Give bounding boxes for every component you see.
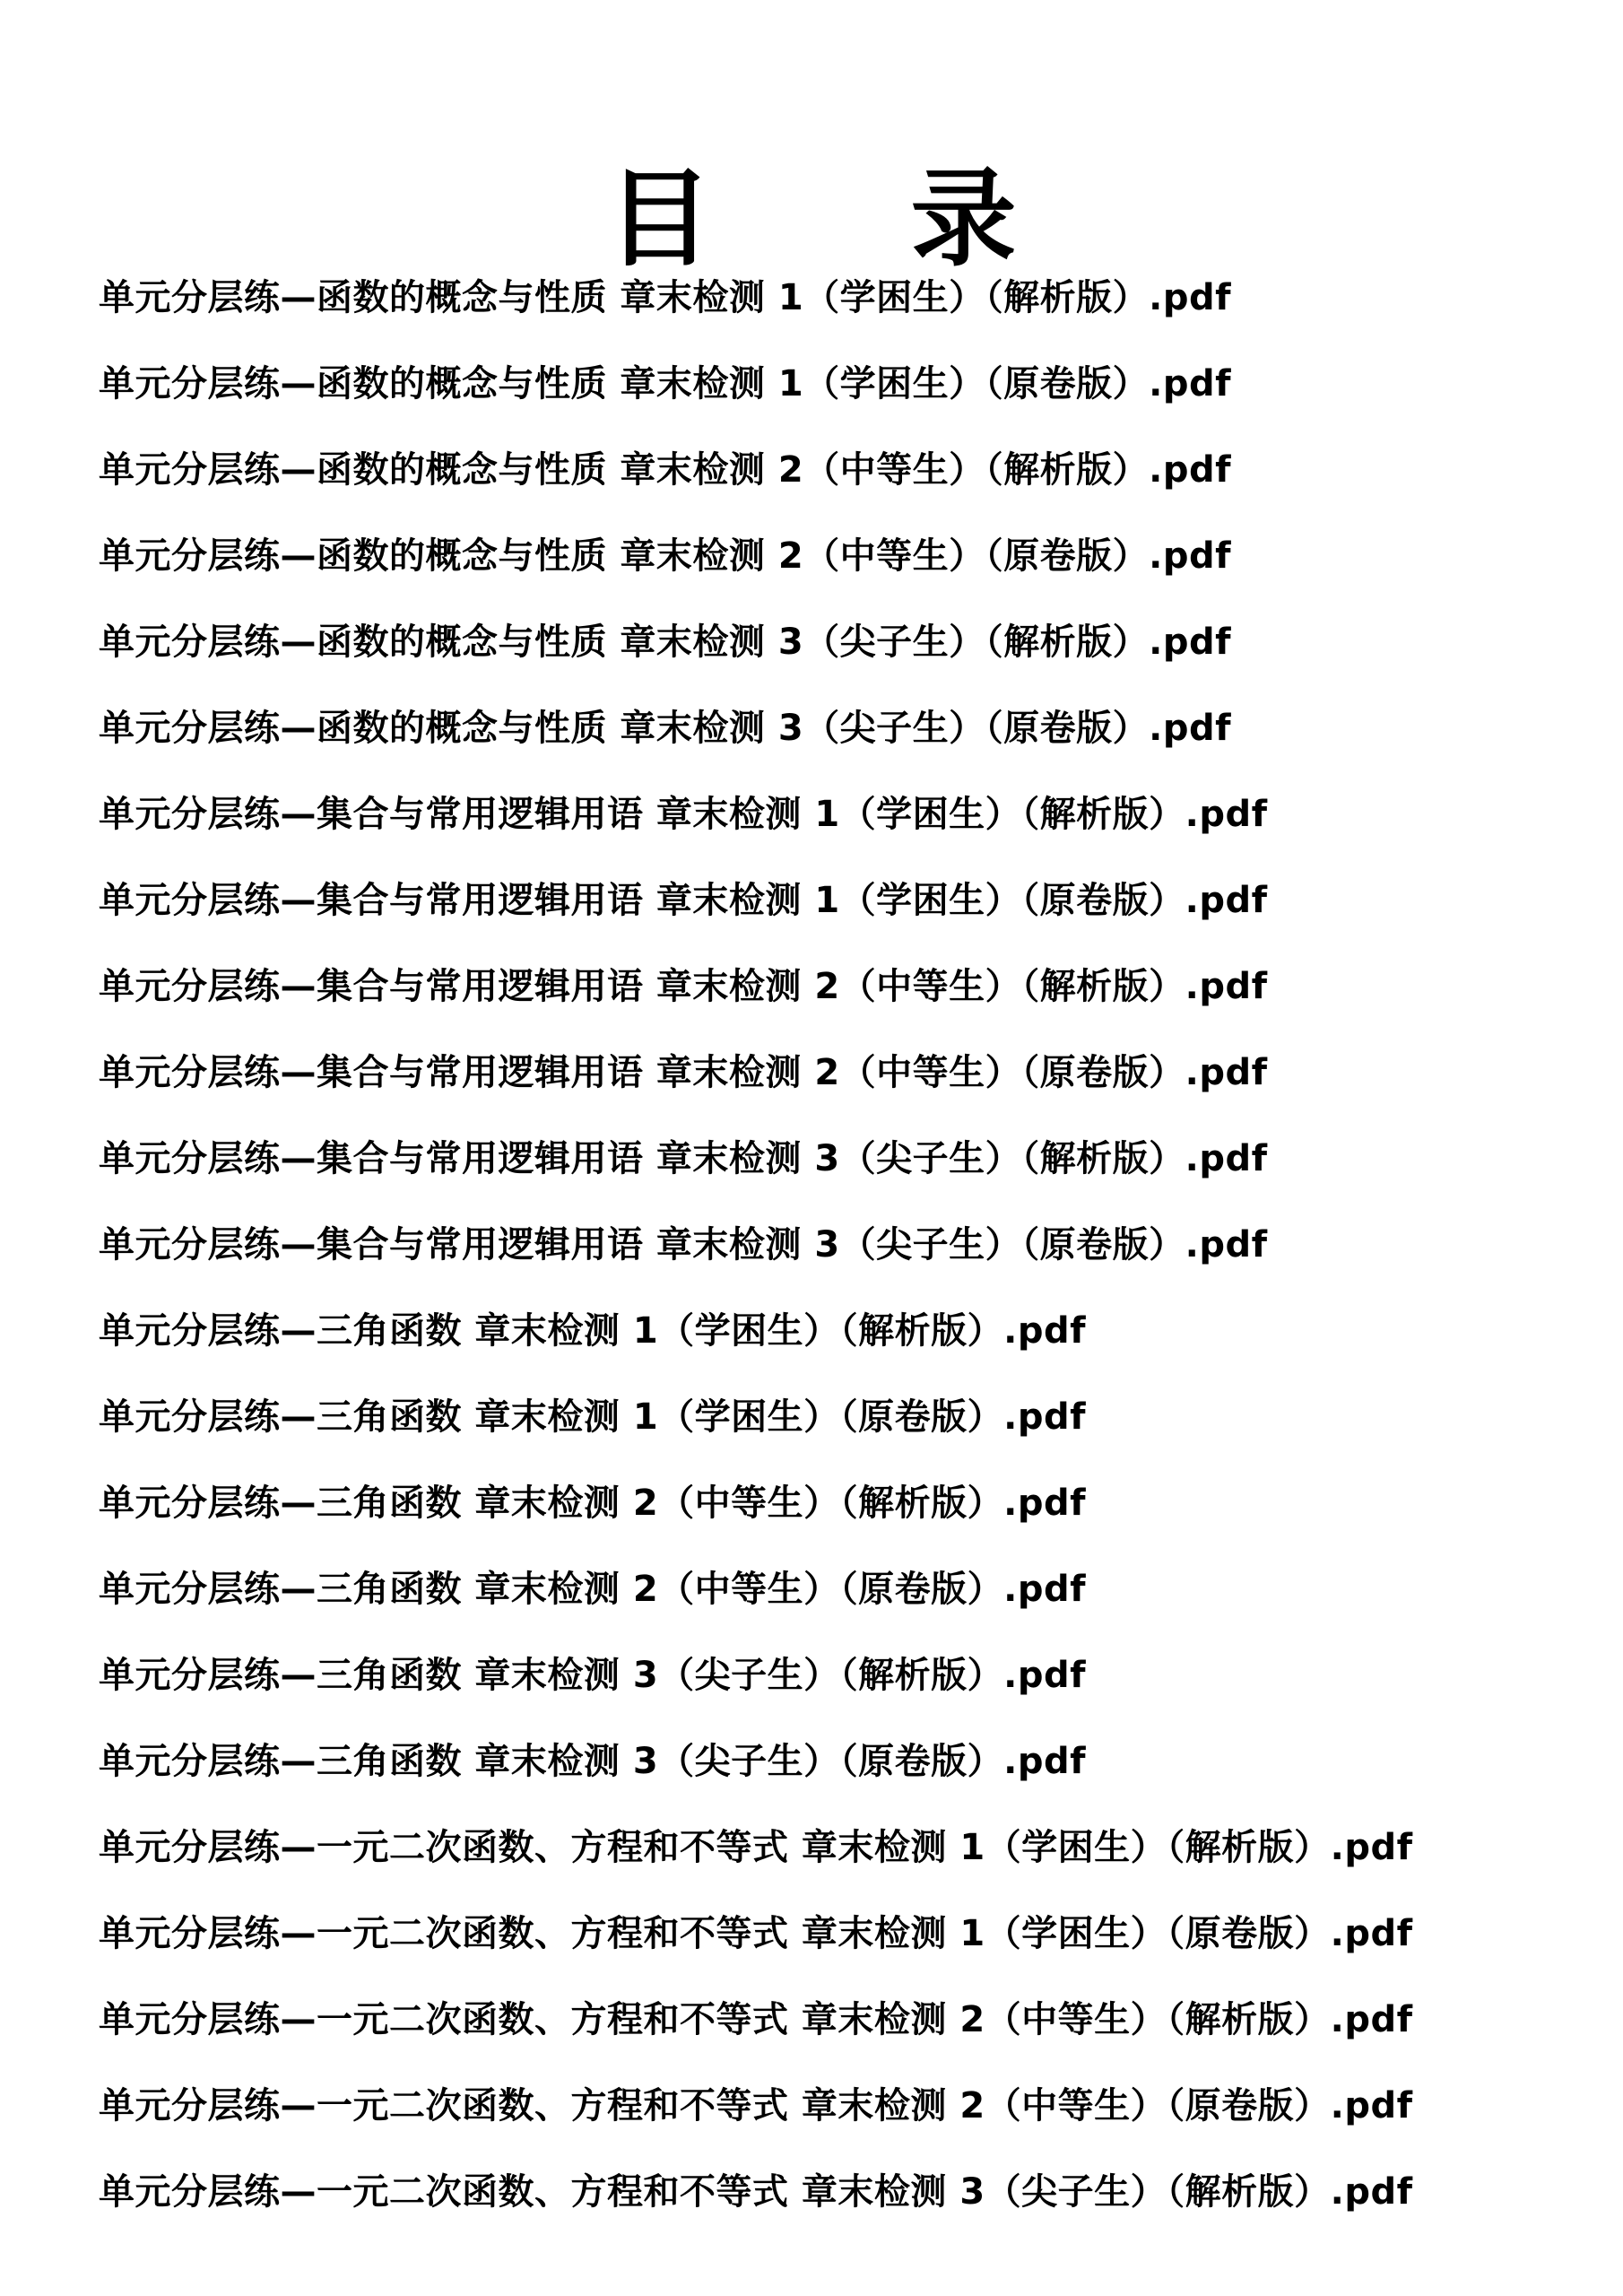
toc-entry: 单元分层练—函数的概念与性质 章末检测 2（中等生）（原卷版）.pdf bbox=[99, 535, 1232, 577]
toc-entry: 单元分层练—函数的概念与性质 章末检测 3（尖子生）（解析版）.pdf bbox=[99, 622, 1232, 663]
toc-entry: 单元分层练—函数的概念与性质 章末检测 1（学困生）（原卷版）.pdf bbox=[99, 363, 1232, 404]
toc-entry: 单元分层练—一元二次函数、方程和不等式 章末检测 2（中等生）（解析版）.pdf bbox=[99, 1999, 1413, 2040]
toc-entry: 单元分层练—集合与常用逻辑用语 章末检测 1（学困生）（解析版）.pdf bbox=[99, 794, 1268, 835]
toc-entry: 单元分层练—一元二次函数、方程和不等式 章末检测 1（学困生）（解析版）.pdf bbox=[99, 1827, 1413, 1868]
toc-entry: 单元分层练—三角函数 章末检测 3（尖子生）（原卷版）.pdf bbox=[99, 1741, 1087, 1782]
toc-entry: 单元分层练—集合与常用逻辑用语 章末检测 2（中等生）（解析版）.pdf bbox=[99, 966, 1268, 1007]
toc-entry: 单元分层练—集合与常用逻辑用语 章末检测 1（学困生）（原卷版）.pdf bbox=[99, 880, 1268, 921]
toc-entry: 单元分层练—集合与常用逻辑用语 章末检测 3（尖子生）（原卷版）.pdf bbox=[99, 1224, 1268, 1265]
toc-entry: 单元分层练—一元二次函数、方程和不等式 章末检测 1（学困生）（原卷版）.pdf bbox=[99, 1913, 1413, 1954]
toc-entry: 单元分层练—函数的概念与性质 章末检测 3（尖子生）（原卷版）.pdf bbox=[99, 708, 1232, 749]
table-of-contents bbox=[99, 269, 1578, 2249]
toc-entry: 单元分层练—三角函数 章末检测 1（学困生）（原卷版）.pdf bbox=[99, 1396, 1087, 1438]
toc-entry: 单元分层练—函数的概念与性质 章末检测 1（学困生）（解析版）.pdf bbox=[99, 277, 1232, 318]
toc-entry: 单元分层练—三角函数 章末检测 3（尖子生）（解析版）.pdf bbox=[99, 1655, 1087, 1696]
toc-entry: 单元分层练—集合与常用逻辑用语 章末检测 2（中等生）（原卷版）.pdf bbox=[99, 1052, 1268, 1093]
toc-entry: 单元分层练—一元二次函数、方程和不等式 章末检测 3（尖子生）（解析版）.pdf bbox=[99, 2171, 1413, 2213]
toc-entry: 单元分层练—三角函数 章末检测 2（中等生）（解析版）.pdf bbox=[99, 1483, 1087, 1524]
toc-entry: 单元分层练—函数的概念与性质 章末检测 2（中等生）（解析版）.pdf bbox=[99, 449, 1232, 491]
toc-entry: 单元分层练—三角函数 章末检测 1（学困生）（解析版）.pdf bbox=[99, 1310, 1087, 1352]
toc-entry: 单元分层练—一元二次函数、方程和不等式 章末检测 2（中等生）（原卷版）.pdf bbox=[99, 2085, 1413, 2126]
toc-entry: 单元分层练—三角函数 章末检测 2（中等生）（原卷版）.pdf bbox=[99, 1569, 1087, 1610]
toc-entry: 单元分层练—集合与常用逻辑用语 章末检测 3（尖子生）（解析版）.pdf bbox=[99, 1138, 1268, 1179]
page-title: 目 录 bbox=[606, 157, 1098, 282]
